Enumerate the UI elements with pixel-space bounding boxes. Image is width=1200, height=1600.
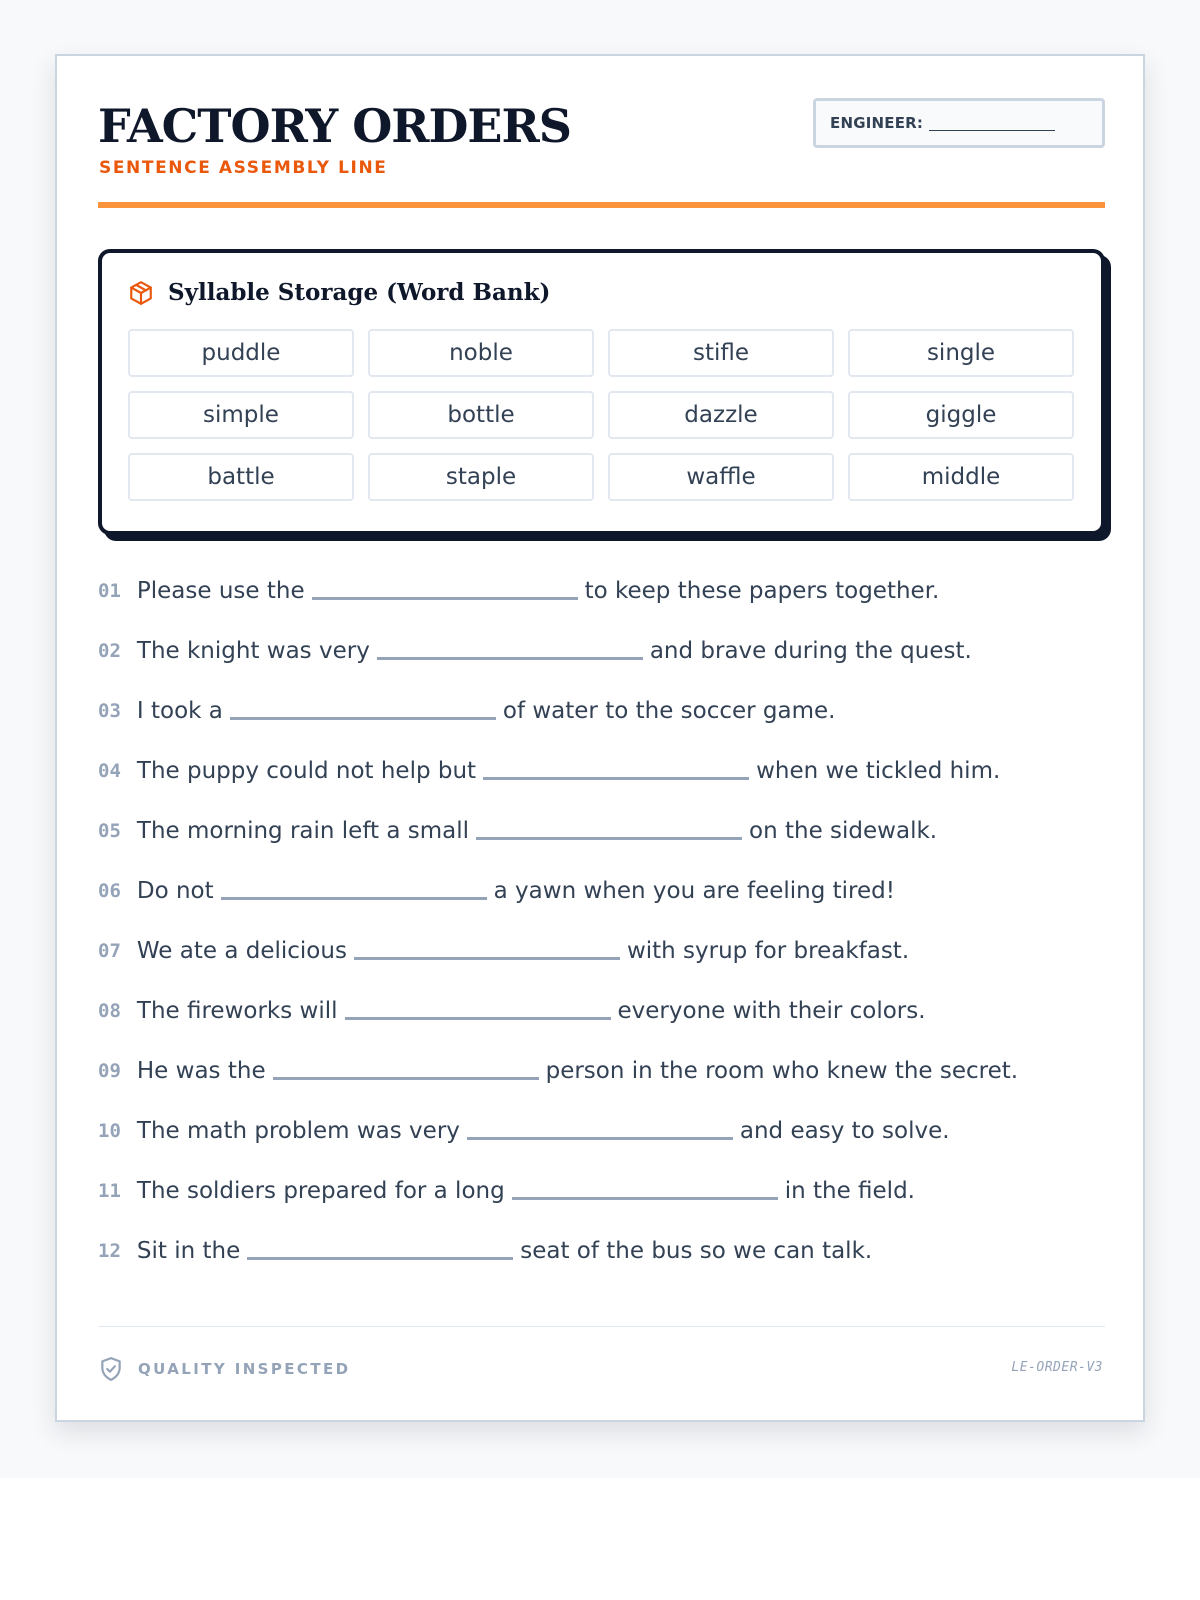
header-divider bbox=[98, 202, 1105, 208]
answer-blank[interactable] bbox=[377, 643, 643, 660]
sentence-start: The math problem was very bbox=[136, 1118, 460, 1144]
engineer-write-line bbox=[929, 129, 1055, 131]
sentence-start: The knight was very bbox=[136, 638, 370, 664]
word-bank-grid bbox=[128, 329, 1074, 501]
sentence-start: We ate a delicious bbox=[136, 938, 347, 964]
answer-blank[interactable] bbox=[273, 1063, 539, 1080]
sentence-start: The soldiers prepared for a long bbox=[136, 1178, 505, 1204]
package-icon bbox=[128, 280, 154, 306]
sentence-number: 04 bbox=[98, 760, 121, 782]
sentence-start: I took a bbox=[136, 698, 223, 724]
footer-badge bbox=[98, 1356, 350, 1382]
sentence-row bbox=[98, 621, 1105, 681]
sentence-start: The fireworks will bbox=[136, 998, 338, 1024]
word-chip: simple bbox=[128, 391, 354, 439]
answer-blank[interactable] bbox=[221, 883, 487, 900]
word-chip: dazzle bbox=[608, 391, 834, 439]
worksheet-code: LE-ORDER-V3 bbox=[1011, 1360, 1103, 1375]
sentence-end: person in the room who knew the secret. bbox=[545, 1058, 1019, 1084]
sentence-row bbox=[98, 1041, 1105, 1101]
word-bank-header bbox=[128, 279, 550, 306]
sentence-list bbox=[98, 561, 1105, 1281]
sentence-number: 12 bbox=[98, 1240, 121, 1262]
word-bank bbox=[98, 249, 1105, 535]
engineer-label: ENGINEER: bbox=[830, 114, 924, 132]
answer-blank[interactable] bbox=[312, 583, 578, 600]
sentence-row bbox=[98, 741, 1105, 801]
sentence-end: seat of the bus so we can talk. bbox=[520, 1238, 873, 1264]
sentence-number: 09 bbox=[98, 1060, 121, 1082]
sentence-number: 10 bbox=[98, 1120, 121, 1142]
shield-check-icon bbox=[98, 1356, 124, 1382]
word-chip: stifle bbox=[608, 329, 834, 377]
sentence-end: and brave during the quest. bbox=[649, 638, 972, 664]
answer-blank[interactable] bbox=[476, 823, 742, 840]
sentence-end: of water to the soccer game. bbox=[502, 698, 836, 724]
word-chip: bottle bbox=[368, 391, 594, 439]
sentence-end: and easy to solve. bbox=[739, 1118, 950, 1144]
sentence-row bbox=[98, 801, 1105, 861]
sentence-end: when we tickled him. bbox=[756, 758, 1001, 784]
answer-blank[interactable] bbox=[345, 1003, 611, 1020]
word-chip: battle bbox=[128, 453, 354, 501]
answer-blank[interactable] bbox=[512, 1183, 778, 1200]
sentence-number: 02 bbox=[98, 640, 121, 662]
answer-blank[interactable] bbox=[483, 763, 749, 780]
footer-label: QUALITY INSPECTED bbox=[138, 1360, 351, 1378]
word-chip: middle bbox=[848, 453, 1074, 501]
sentence-number: 11 bbox=[98, 1180, 121, 1202]
sentence-row bbox=[98, 681, 1105, 741]
sentence-end: a yawn when you are feeling tired! bbox=[493, 878, 895, 904]
sentence-end: with syrup for breakfast. bbox=[626, 938, 910, 964]
sentence-start: Please use the bbox=[136, 578, 305, 604]
sentence-start: The morning rain left a small bbox=[136, 818, 470, 844]
word-chip: waffle bbox=[608, 453, 834, 501]
word-chip: staple bbox=[368, 453, 594, 501]
sentence-row bbox=[98, 861, 1105, 921]
sentence-start: Sit in the bbox=[136, 1238, 241, 1264]
sentence-row bbox=[98, 921, 1105, 981]
sentence-row bbox=[98, 1161, 1105, 1221]
sentence-number: 07 bbox=[98, 940, 121, 962]
word-chip: noble bbox=[368, 329, 594, 377]
word-chip: single bbox=[848, 329, 1074, 377]
worksheet bbox=[55, 54, 1145, 1422]
word-bank-title: Syllable Storage (Word Bank) bbox=[168, 279, 551, 306]
page-title: FACTORY ORDERS bbox=[98, 99, 571, 153]
word-chip: giggle bbox=[848, 391, 1074, 439]
sentence-start: Do not bbox=[136, 878, 214, 904]
answer-blank[interactable] bbox=[230, 703, 496, 720]
sentence-number: 06 bbox=[98, 880, 121, 902]
answer-blank[interactable] bbox=[467, 1123, 733, 1140]
sentence-end: on the sidewalk. bbox=[749, 818, 938, 844]
sentence-number: 08 bbox=[98, 1000, 121, 1022]
sentence-end: in the field. bbox=[784, 1178, 915, 1204]
sentence-row bbox=[98, 981, 1105, 1041]
sentence-end: everyone with their colors. bbox=[617, 998, 926, 1024]
engineer-name-field[interactable] bbox=[813, 98, 1105, 148]
page-subtitle: SENTENCE ASSEMBLY LINE bbox=[99, 158, 388, 178]
sentence-start: He was the bbox=[136, 1058, 266, 1084]
answer-blank[interactable] bbox=[247, 1243, 513, 1260]
sentence-end: to keep these papers together. bbox=[584, 578, 940, 604]
sentence-row bbox=[98, 1221, 1105, 1281]
word-chip: puddle bbox=[128, 329, 354, 377]
sentence-row bbox=[98, 561, 1105, 621]
sentence-number: 03 bbox=[98, 700, 121, 722]
sentence-number: 01 bbox=[98, 580, 121, 602]
sentence-row bbox=[98, 1101, 1105, 1161]
footer-divider bbox=[98, 1326, 1105, 1327]
sentence-start: The puppy could not help but bbox=[136, 758, 477, 784]
sentence-number: 05 bbox=[98, 820, 121, 842]
answer-blank[interactable] bbox=[354, 943, 620, 960]
